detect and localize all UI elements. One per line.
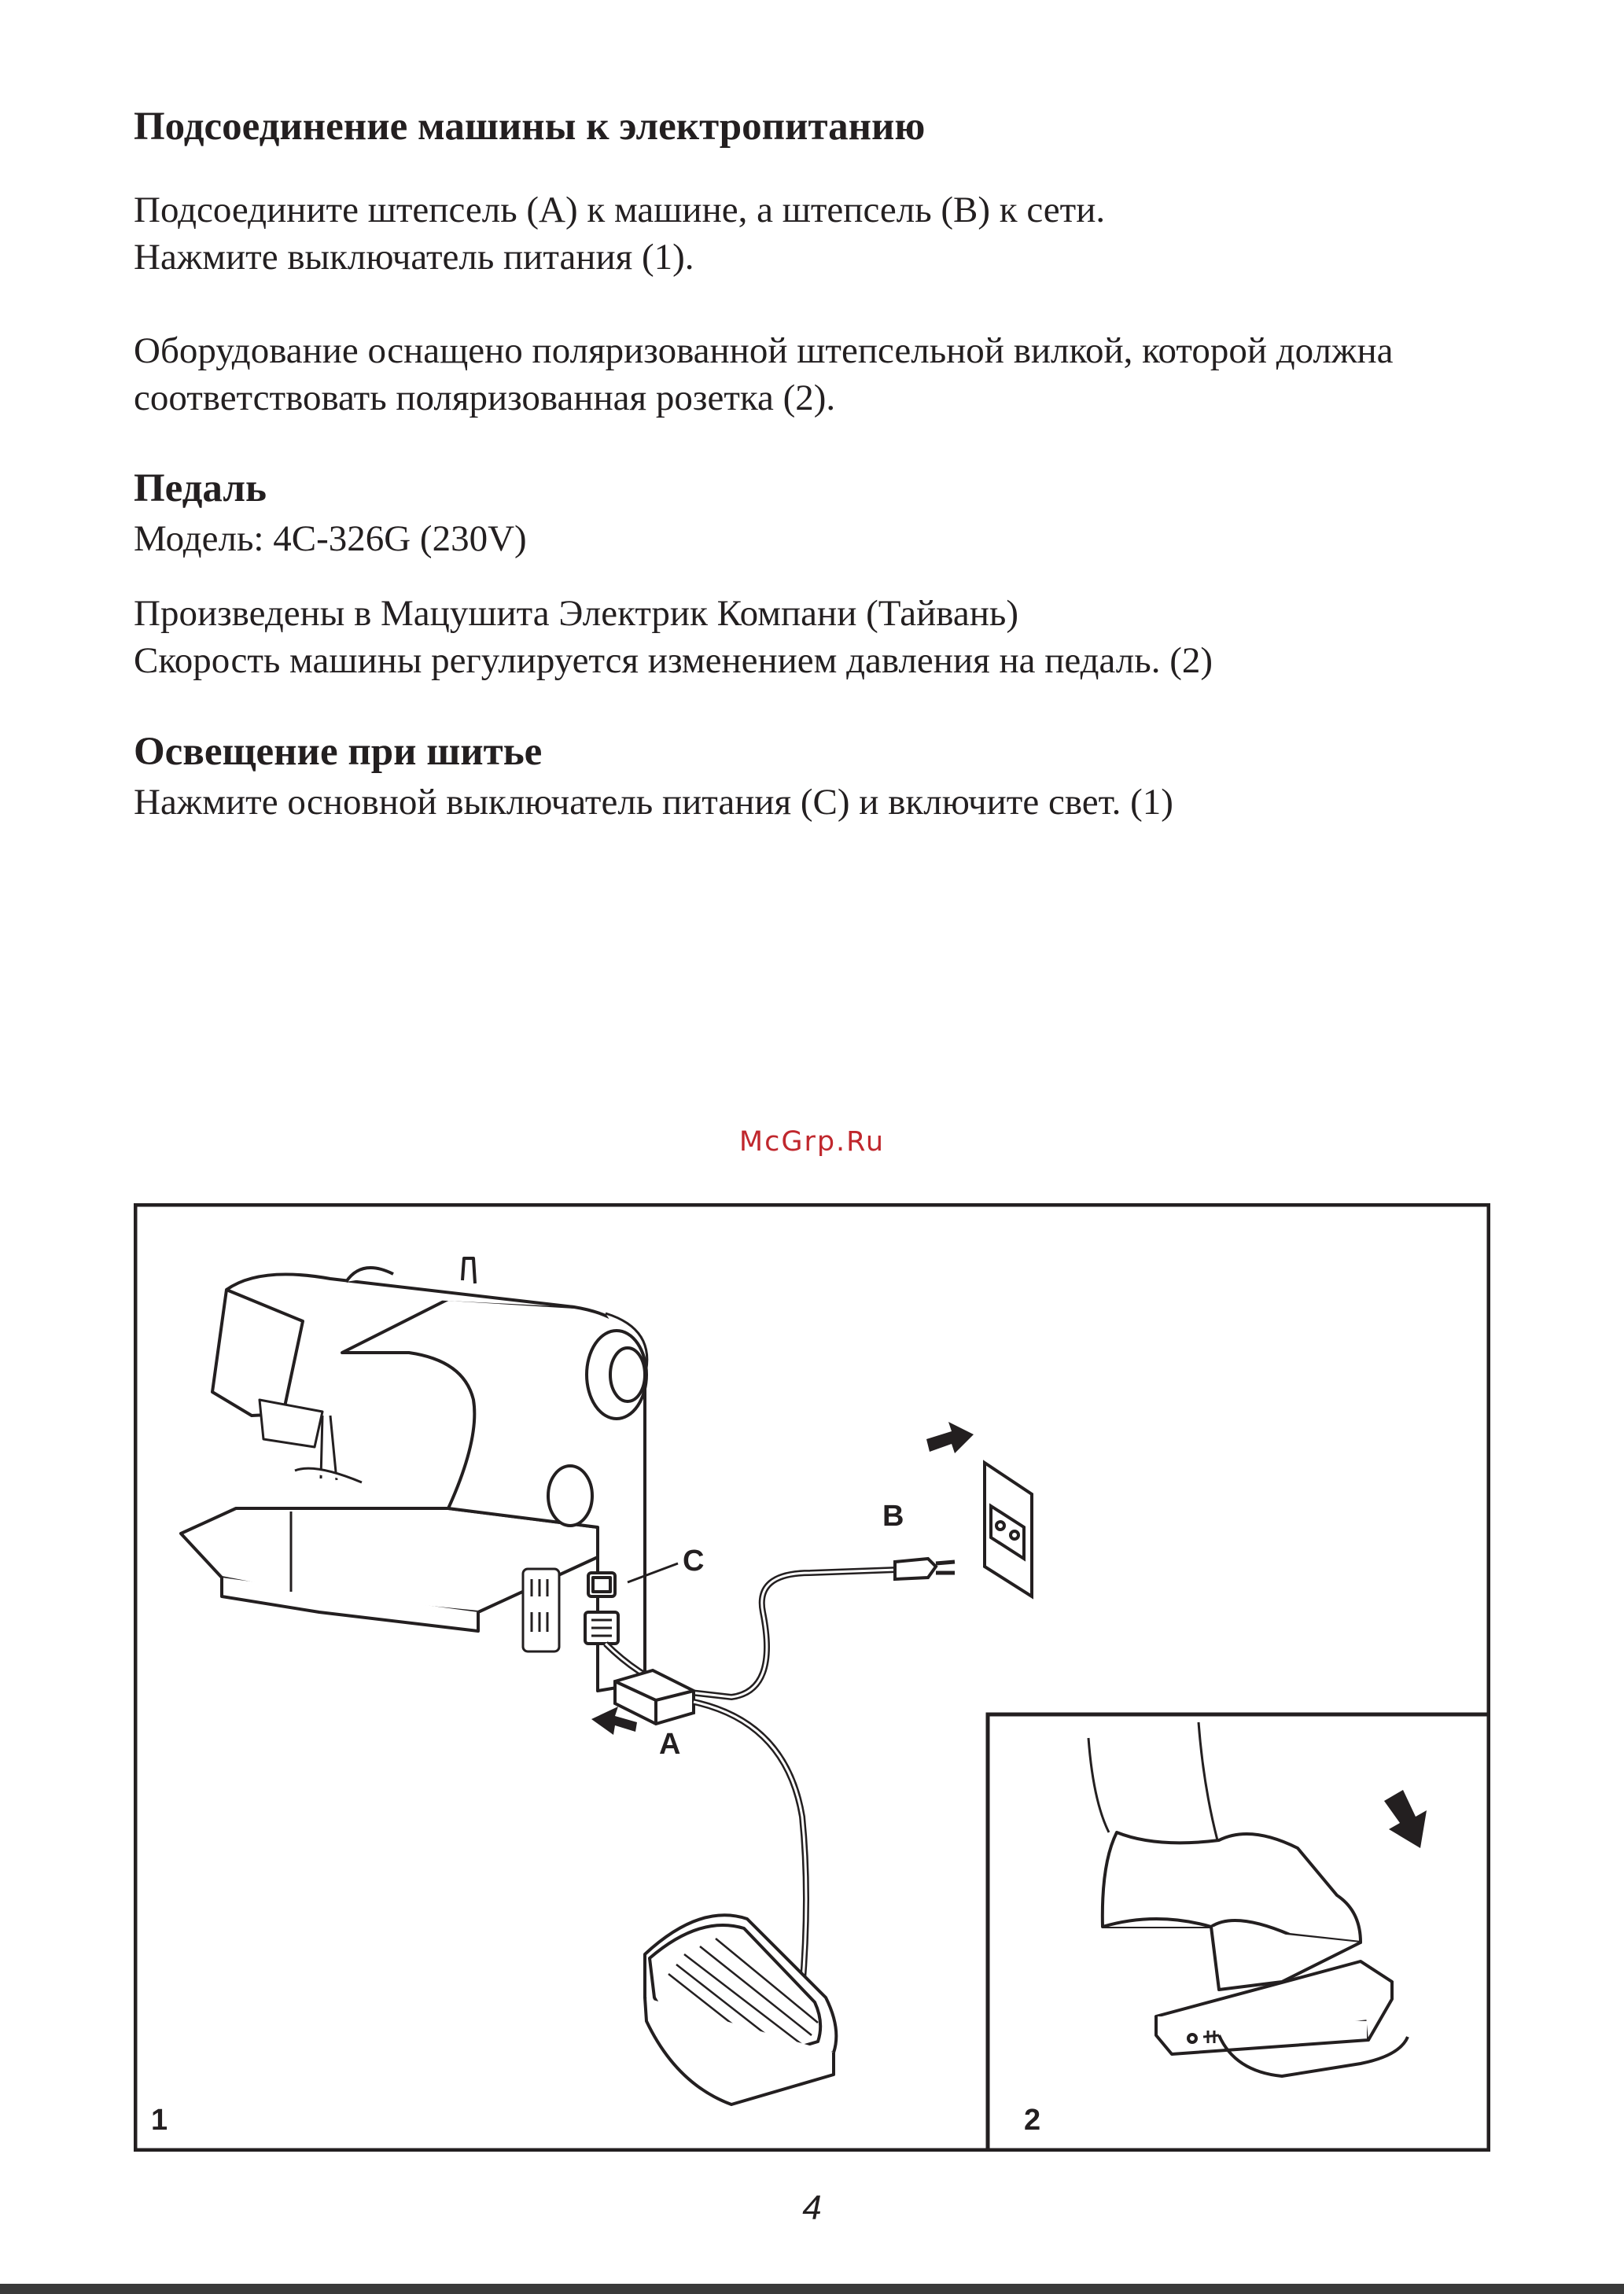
light-instruction: Нажмите основной выключатель питания (C) и включите свет. (1) — [134, 782, 1173, 823]
panel-2-number: 2 — [1024, 2104, 1041, 2137]
polarized-plug-line-1: Оборудование оснащено поляризованной штепсельной вилкой, которой должна — [134, 330, 1394, 371]
panel-1-number: 1 — [151, 2104, 168, 2137]
light-section-title: Освещение при шитье — [134, 730, 543, 774]
power-section-title: Подсоединение машины к электропитанию — [134, 105, 926, 149]
page-number: 4 — [802, 2189, 822, 2227]
pedal-model: Модель: 4C-326G (230V) — [134, 518, 527, 559]
bottom-edge — [0, 2284, 1624, 2294]
label-a: A — [659, 1728, 681, 1761]
label-c: C — [683, 1545, 705, 1578]
power-instruction-line-2: Нажмите выключатель питания (1). — [134, 237, 694, 278]
pedal-speed-note: Скорость машины регулируется изменением давления на педаль. (2) — [134, 640, 1213, 681]
watermark: McGrp.Ru — [738, 1126, 886, 1158]
connection-illustration — [134, 1203, 1490, 2152]
label-b: B — [882, 1500, 904, 1533]
power-instruction-line-1: Подсоедините штепсель (А) к машине, а штепсель (В) к сети. — [134, 190, 1106, 230]
polarized-plug-line-2: соответствовать поляризованная розетка (2). — [134, 377, 836, 418]
pedal-section-title: Педаль — [134, 466, 267, 510]
pedal-manufacturer: Произведены в Мацушита Электрик Компани (Тайвань) — [134, 593, 1018, 634]
